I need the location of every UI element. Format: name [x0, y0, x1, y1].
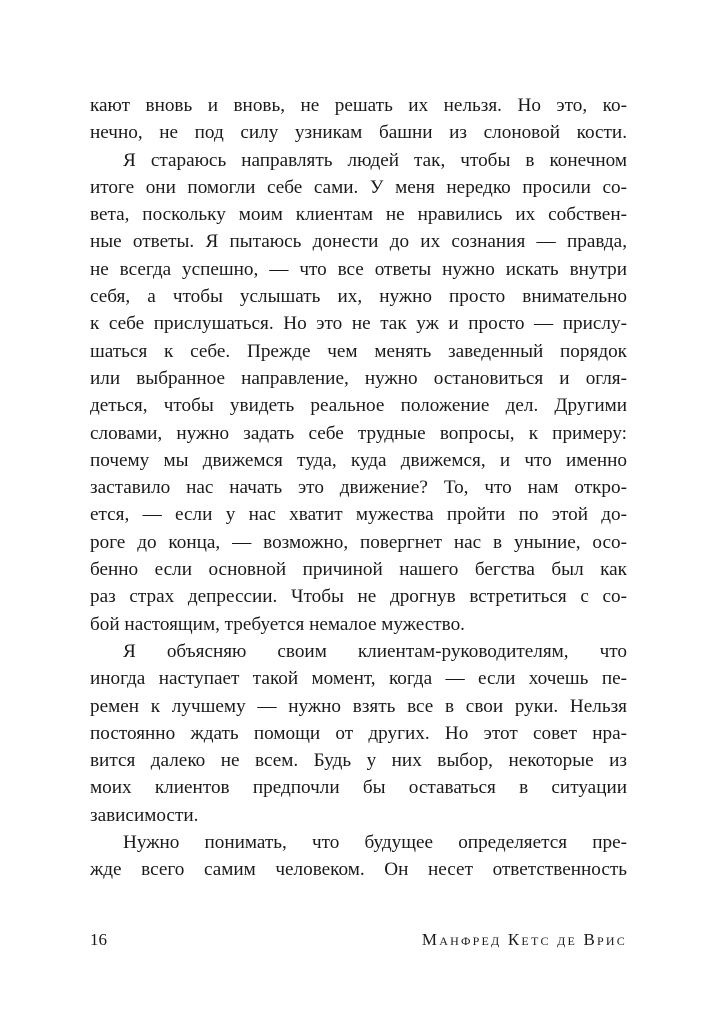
text-line: раз страх депрессии. Чтобы не дрогнув встретиться с со-: [90, 586, 627, 608]
text-line: ные ответы. Я пытаюсь донести до их сознания — правда,: [90, 231, 627, 253]
text-line: не всегда успешно, — что все ответы нужно искать внутри: [90, 258, 627, 280]
text-line: бенно если основной причиной нашего бегства был как: [90, 559, 627, 581]
text-line: кают вновь и вновь, не решать их нельзя. Но это, ко-: [90, 95, 627, 116]
text-line: иногда наступает такой момент, когда — если хочешь пе-: [90, 668, 627, 690]
paragraph-start-line: Я стараюсь направлять людей так, чтобы в конечном: [123, 149, 627, 171]
page-footer: [90, 926, 627, 954]
paragraph-start-line: Нужно понимать, что будущее определяется пре-: [123, 832, 627, 854]
body-text: [90, 92, 627, 884]
text-line: итоге они помогли себе сами. У меня нередко просили со-: [90, 176, 627, 198]
running-head-author: Манфред Кетс де Врис: [421, 930, 627, 949]
page-number: 16: [90, 930, 107, 949]
text-line: жде всего самим человеком. Он несет ответственность: [90, 859, 627, 881]
paragraph-end-line: зависимости.: [90, 804, 199, 826]
text-line: шаться к себе. Прежде чем менять заведенный порядок: [90, 340, 627, 362]
text-line: себя, а чтобы услышать их, нужно просто внимательно: [90, 286, 627, 308]
paragraph-end-line: бой настоящим, требуется немалое мужество.: [90, 613, 465, 635]
text-line: или выбранное направление, нужно остановиться и огля-: [90, 367, 627, 389]
text-line: почему мы движемся туда, куда движемся, и что именно: [90, 449, 627, 471]
text-line: вета, поскольку моим клиентам не нравились их собствен-: [90, 204, 627, 226]
text-line: заставило нас начать это движение? То, что нам откро-: [90, 477, 627, 499]
paragraph-start-line: Я объясняю своим клиентам-руководителям, что: [123, 640, 627, 662]
text-line: ется, — если у нас хватит мужества пройти по этой до-: [90, 504, 627, 526]
text-line: моих клиентов предпочли бы оставаться в ситуации: [90, 777, 627, 799]
text-line: роге до конца, — возможно, повергнет нас в уныние, осо-: [90, 531, 627, 553]
text-line: постоянно ждать помощи от других. Но этот совет нра-: [90, 722, 627, 744]
text-line: вится далеко не всем. Будь у них выбор, некоторые из: [90, 750, 627, 772]
text-line: нечно, не под силу узникам башни из слоновой кости.: [90, 122, 627, 144]
text-line: ремен к лучшему — нужно взять все в свои руки. Нельзя: [90, 695, 627, 717]
text-line: деться, чтобы увидеть реальное положение дел. Другими: [90, 395, 627, 417]
text-line: словами, нужно задать себе трудные вопросы, к примеру:: [90, 422, 627, 444]
text-line: к себе прислушаться. Но это не так уж и просто — прислу-: [90, 313, 627, 335]
